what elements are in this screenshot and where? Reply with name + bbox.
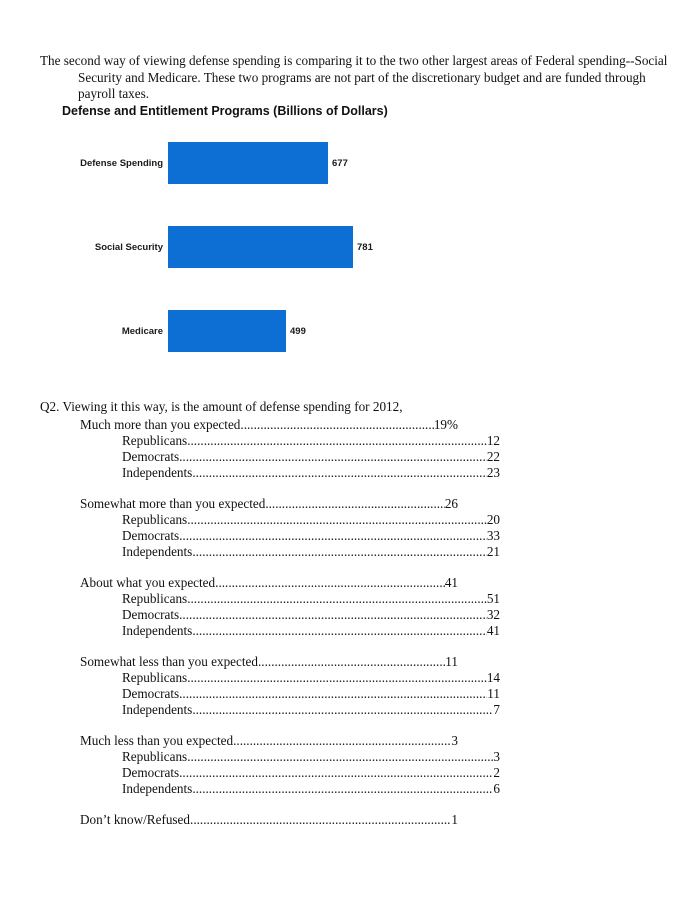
result-value: 41 — [486, 623, 500, 638]
result-value: 51 — [486, 591, 500, 606]
result-row-sub-3-0 — [80, 670, 500, 686]
result-value: 26 — [444, 496, 458, 511]
results-list — [80, 417, 500, 843]
chart-value-label: 781 — [357, 241, 373, 253]
result-value: 11 — [487, 686, 500, 701]
result-row-main-3 — [80, 654, 458, 670]
result-label: Independents — [122, 544, 193, 559]
result-label: Republicans — [122, 670, 188, 685]
result-label: About what you expected — [80, 575, 216, 590]
result-row-sub-4-2 — [80, 781, 500, 797]
result-value: 7 — [493, 702, 500, 717]
result-label: Much less than you expected — [80, 733, 234, 748]
result-value: 41 — [444, 575, 458, 590]
result-row-main-1 — [80, 496, 458, 512]
dot-leader — [192, 544, 487, 560]
dot-leader — [240, 417, 433, 433]
dot-leader — [187, 749, 493, 765]
result-row-dont-know — [80, 812, 458, 828]
result-row-sub-2-1 — [80, 607, 500, 623]
dot-leader — [190, 812, 451, 828]
result-label: Republicans — [122, 749, 188, 764]
result-row-sub-1-1 — [80, 528, 500, 544]
dot-leader — [192, 702, 493, 718]
result-group — [80, 733, 500, 797]
dot-leader — [179, 607, 487, 623]
dot-leader — [192, 623, 487, 639]
result-label: Democrats — [122, 686, 180, 701]
result-row-sub-0-0 — [80, 433, 500, 449]
result-value: 1 — [451, 812, 458, 827]
result-group — [80, 417, 500, 481]
result-label: Independents — [122, 623, 193, 638]
result-row-sub-1-0 — [80, 512, 500, 528]
bar-chart — [0, 134, 700, 370]
result-group — [80, 575, 500, 639]
result-row-sub-2-2 — [80, 623, 500, 639]
result-row-sub-1-2 — [80, 544, 500, 560]
dot-leader — [179, 765, 493, 781]
dot-leader — [258, 654, 445, 670]
chart-bar — [168, 142, 328, 184]
result-group — [80, 496, 500, 560]
result-label: Republicans — [122, 433, 188, 448]
chart-category-label: Defense Spending — [80, 157, 163, 169]
result-value: 12 — [486, 433, 500, 448]
chart-category-label: Social Security — [94, 241, 163, 253]
result-value: 14 — [486, 670, 500, 685]
result-row-sub-0-1 — [80, 449, 500, 465]
chart-title: Defense and Entitlement Programs (Billions of Dollars) — [62, 104, 388, 118]
result-value: 3 — [451, 733, 458, 748]
result-label: Independents — [122, 465, 193, 480]
chart-bar — [168, 310, 286, 352]
dot-leader — [179, 449, 487, 465]
result-label: Somewhat more than you expected — [80, 496, 266, 511]
result-row-main-0 — [80, 417, 458, 433]
result-row-sub-3-2 — [80, 702, 500, 718]
result-row-sub-4-0 — [80, 749, 500, 765]
dot-leader — [215, 575, 445, 591]
dot-leader — [187, 512, 487, 528]
result-value: 20 — [486, 512, 500, 527]
intro-paragraph: The second way of viewing defense spending is comparing it to the two other largest areas of Federal spending--Social Security and Medicare. These two programs are not part of the discretionary budget and are funded through payroll taxes. — [40, 53, 668, 101]
result-value: 23 — [486, 465, 500, 480]
result-group — [80, 654, 500, 718]
dot-leader — [187, 670, 487, 686]
result-label: Democrats — [122, 449, 180, 464]
chart-category-label: Medicare — [121, 325, 163, 337]
chart-bar — [168, 226, 353, 268]
result-value: 3 — [493, 749, 500, 764]
result-label: Somewhat less than you expected — [80, 654, 258, 669]
result-label: Democrats — [122, 607, 180, 622]
dot-leader — [179, 686, 487, 702]
result-row-main-2 — [80, 575, 458, 591]
result-label: Independents — [122, 781, 193, 796]
result-value: 32 — [486, 607, 500, 622]
dot-leader — [192, 781, 493, 797]
result-value: 6 — [493, 781, 500, 796]
result-row-sub-2-0 — [80, 591, 500, 607]
result-row-main-4 — [80, 733, 458, 749]
result-value: 19% — [433, 417, 458, 432]
result-value: 33 — [486, 528, 500, 543]
chart-value-label: 677 — [332, 157, 348, 169]
result-label: Democrats — [122, 765, 180, 780]
dot-leader — [187, 433, 487, 449]
result-label: Republicans — [122, 591, 188, 606]
result-label: Democrats — [122, 528, 180, 543]
result-label: Don’t know/Refused — [80, 812, 191, 827]
dot-leader — [265, 496, 445, 512]
result-label: Independents — [122, 702, 193, 717]
result-value: 2 — [493, 765, 500, 780]
chart-value-label: 499 — [290, 325, 306, 337]
result-row-sub-3-1 — [80, 686, 500, 702]
question-text: Q2. Viewing it this way, is the amount of defense spending for 2012, — [40, 399, 403, 415]
dot-leader — [233, 733, 451, 749]
dot-leader — [179, 528, 487, 544]
result-label: Much more than you expected — [80, 417, 241, 432]
dot-leader — [192, 465, 487, 481]
result-label: Republicans — [122, 512, 188, 527]
result-value: 22 — [486, 449, 500, 464]
result-row-sub-0-2 — [80, 465, 500, 481]
result-value: 11 — [445, 654, 458, 669]
dot-leader — [187, 591, 487, 607]
result-row-sub-4-1 — [80, 765, 500, 781]
result-value: 21 — [486, 544, 500, 559]
result-footer — [80, 812, 458, 828]
